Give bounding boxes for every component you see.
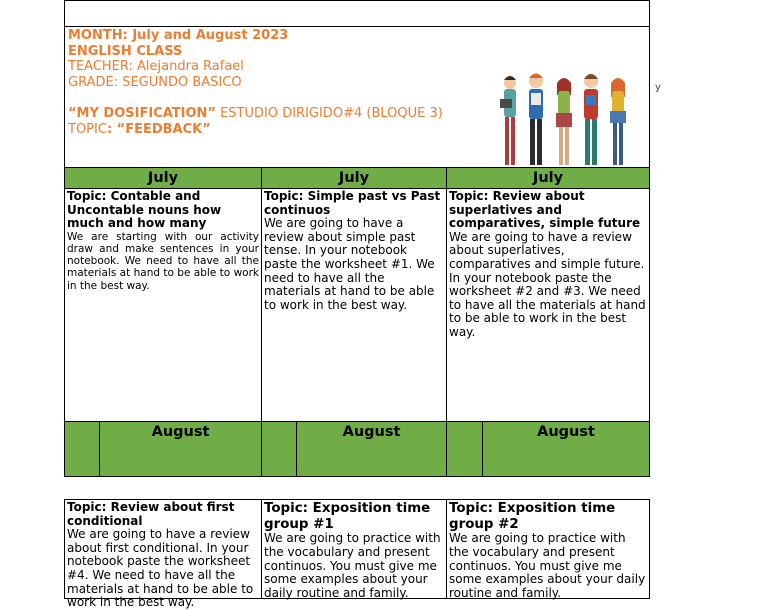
july-cell-3 — [446, 188, 650, 422]
august-header-1: August — [151, 424, 210, 440]
august-topic-3: Topic: Exposition time group #2 — [449, 501, 616, 532]
teacher-line: TEACHER: Alejandra Rafael — [68, 59, 244, 74]
august-cell-1 — [64, 499, 262, 610]
august-header-3: August — [537, 424, 595, 440]
student-figure — [584, 74, 598, 165]
july-desc-2: We are going to have a review about simple past tense. In your notebook paste the worksheet #1. We need to have all the materials at hand to be able to work in the best way. — [264, 216, 435, 312]
july-desc-3: We are going to have a review about superlatives, comparatives and simple future. In your notebook paste the worksheet #2 and #3. We need to have all the materials at hand to be able to work in the best way. — [449, 229, 646, 339]
topic-line — [68, 122, 448, 138]
july-cell-1 — [64, 188, 262, 422]
student-figure — [529, 74, 543, 166]
top-blank-bar — [64, 0, 650, 27]
header-box — [64, 26, 650, 168]
topic-label: TOPIC — [68, 121, 107, 137]
july-header-2: July — [261, 167, 447, 189]
grade-line: GRADE: SEGUNDO BASICO — [68, 74, 242, 90]
header-text — [68, 28, 448, 137]
august-desc-2: We are going to practice with the vocabulary and present continuos. You must give me some examples about your daily routine and family. — [264, 531, 441, 600]
july-cell-2 — [261, 188, 447, 422]
august-cell-2 — [261, 499, 447, 599]
august-desc-1: We are going to have a review about first conditional. In your notebook paste the worksheet #4. We need to have all the materials at hand to be able to work in the best way. — [67, 527, 254, 610]
students-group-image — [498, 71, 638, 169]
dosification-rest: ESTUDIO DIRIGIDO#4 (BLOQUE 3) — [215, 106, 443, 121]
august-block-2 — [261, 421, 447, 477]
july-desc-1: We are starting with our activity draw and make sentences in your notebook. We need to have all the materials at hand to be able to work in the best way. — [67, 230, 259, 292]
august-block-1 — [64, 421, 262, 477]
student-figure — [500, 76, 516, 165]
august-topic-1: Topic: Review about first conditional — [67, 500, 235, 528]
august-block-3 — [446, 421, 650, 477]
class-line: ENGLISH CLASS — [68, 43, 183, 59]
month-line: MONTH: July and August 2023 — [68, 28, 289, 43]
july-topic-3: Topic: Review about superlatives and comparatives, simple future — [449, 189, 641, 231]
august-desc-3: We are going to practice with the vocabulary and present continuos. You must give me some examples about your daily routine and family. — [449, 531, 646, 600]
student-figure — [556, 78, 572, 165]
august-topic-2: Topic: Exposition time group #1 — [264, 501, 431, 532]
stray-character: y — [655, 82, 661, 93]
august-header-2: August — [342, 424, 401, 440]
dosification-bold: “MY DOSIFICATION” — [68, 106, 216, 121]
august-cell-3 — [446, 499, 650, 599]
july-topic-2: Topic: Simple past vs Past continuos — [264, 189, 441, 217]
dosification-line — [68, 106, 448, 122]
july-header-1: July — [64, 167, 262, 189]
july-topic-1: Topic: Contable and Uncontable nouns how much and how many — [67, 189, 222, 231]
july-header-3: July — [446, 167, 650, 189]
topic-value: : “FEEDBACK” — [106, 121, 211, 137]
student-figure — [610, 78, 626, 165]
